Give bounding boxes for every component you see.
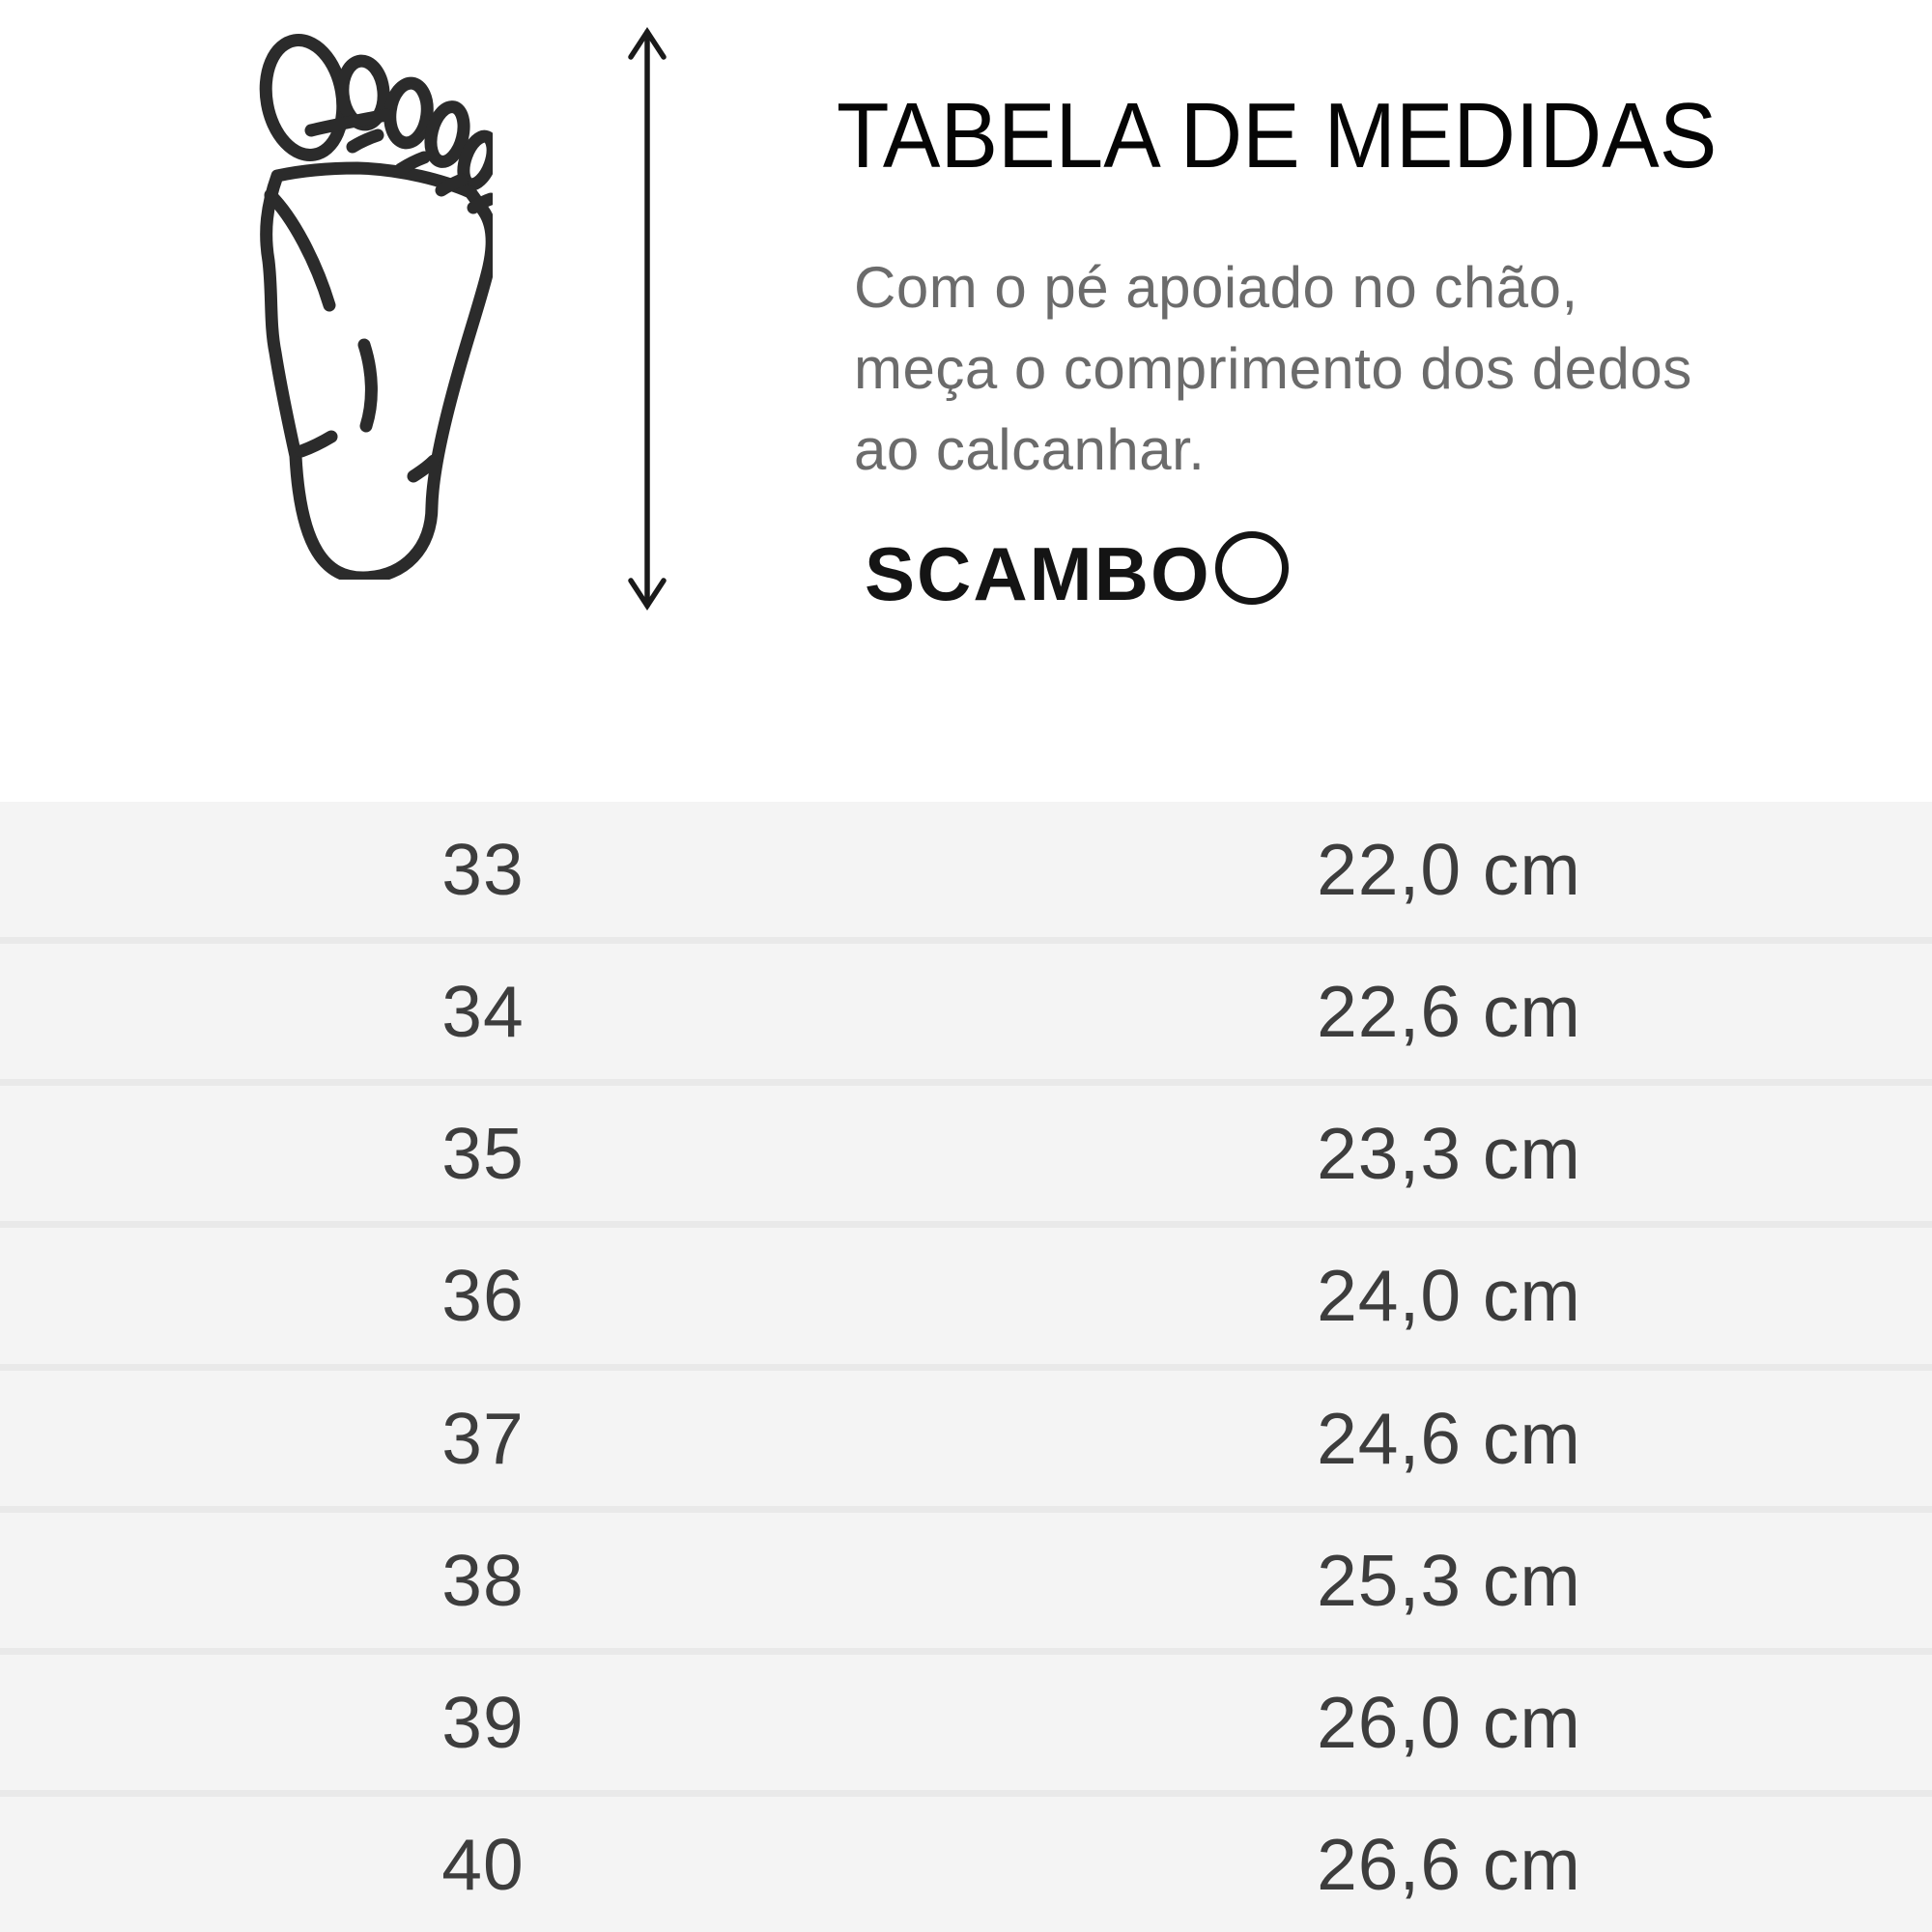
size-value: 33: [441, 829, 525, 911]
table-row: [0, 1790, 1932, 1932]
length-value: 22,0 cm: [1317, 829, 1581, 911]
table-row: [0, 1648, 1932, 1790]
table-row: [0, 1221, 1932, 1363]
length-value: 26,0 cm: [1317, 1681, 1581, 1763]
brand-logo-text: SCAMBO: [865, 531, 1211, 616]
length-value: 26,6 cm: [1317, 1823, 1581, 1905]
length-value: 22,6 cm: [1317, 971, 1581, 1053]
foot-sole-icon: [256, 34, 493, 580]
size-value: 36: [441, 1255, 525, 1337]
size-table: [0, 802, 1932, 1932]
length-value: 24,6 cm: [1317, 1397, 1581, 1479]
size-value: 38: [441, 1539, 525, 1621]
measuring-instructions: [854, 247, 1692, 491]
table-row: [0, 937, 1932, 1079]
size-value: 40: [441, 1823, 525, 1905]
brand-logo-o-icon: [1215, 531, 1289, 605]
table-row: [0, 802, 1932, 937]
brand-logo: [865, 531, 1289, 616]
page-title: TABELA DE MEDIDAS: [837, 84, 1718, 187]
size-value: 37: [441, 1397, 525, 1479]
size-value: 39: [441, 1681, 525, 1763]
size-value: 34: [441, 971, 525, 1053]
length-value: 24,0 cm: [1317, 1255, 1581, 1337]
length-value: 25,3 cm: [1317, 1539, 1581, 1621]
instructions-line-1: Com o pé apoiado no chão,: [854, 255, 1578, 320]
table-row: [0, 1079, 1932, 1221]
vertical-measure-arrow-icon: [624, 24, 670, 613]
instructions-line-3: ao calcanhar.: [854, 417, 1206, 482]
size-value: 35: [441, 1113, 525, 1195]
instructions-line-2: meça o comprimento dos dedos: [854, 336, 1692, 401]
table-row: [0, 1364, 1932, 1506]
table-row: [0, 1506, 1932, 1648]
length-value: 23,3 cm: [1317, 1113, 1581, 1195]
